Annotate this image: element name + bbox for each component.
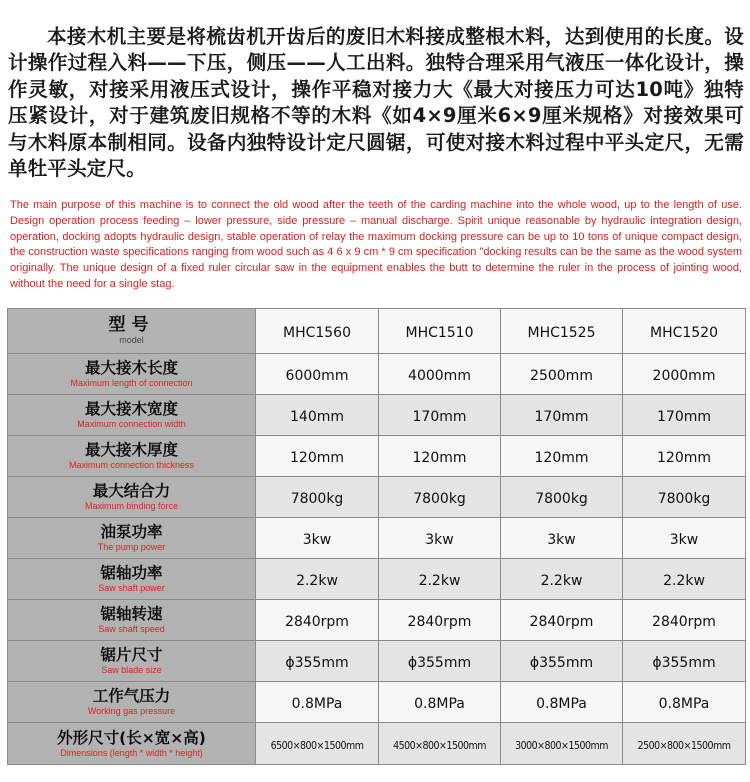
model-name-cell [379, 309, 501, 354]
spec-value: ϕ355mm [407, 654, 472, 671]
spec-label-cell [8, 395, 256, 436]
spec-label: 工作气压力 [92, 687, 171, 705]
spec-label-en: Maximum length of connection [70, 378, 193, 388]
spec-label-en: Maximum connection width [77, 419, 186, 429]
spec-value-cell [623, 436, 746, 477]
spec-label: 最大结合力 [92, 482, 171, 500]
spec-value-cell [256, 559, 379, 600]
spec-value: 120mm [290, 449, 344, 466]
spec-value: 2.2kw [540, 572, 583, 589]
spec-value-cell [256, 600, 379, 641]
table-row [8, 518, 746, 559]
spec-label: 油泵功率 [100, 523, 163, 541]
model-header-label-en: model [119, 335, 144, 345]
spec-value: 2.2kw [296, 572, 338, 589]
table-header-row [8, 309, 746, 354]
intro-chinese: 本接木机主要是将梳齿机开齿后的废旧木料接成整根木料，达到使用的长度。设计操作过程入料——下压，侧压——人工出料。独特合理采用气液压一体化设计，操作灵敏，对接采用液压式设计，操作平稳对接力大《最大对接压力可达10吨》独特压紧设计，对于建筑废旧规格不等的木料《如4×9厘米6×9厘米规格》对接效果可与木料原本制相同。设备内独特设计定尺圆锯，可使对接木料过程中平头定尺，无需单牡平头定尺。 [8, 24, 744, 180]
spec-value-cell [256, 518, 379, 559]
spec-label: 最大接木厚度 [84, 441, 178, 459]
model-name-cell [623, 309, 746, 354]
table-row [8, 682, 746, 723]
spec-value: 7800kg [535, 490, 588, 507]
spec-value: 2840rpm [407, 613, 472, 630]
spec-value: ϕ355mm [529, 654, 594, 671]
spec-value: 6000mm [285, 367, 349, 384]
spec-label-cell [8, 559, 256, 600]
spec-value: 170mm [412, 408, 467, 425]
spec-label-en: The pump power [97, 542, 166, 552]
spec-label-cell [8, 477, 256, 518]
spec-value-cell [501, 723, 623, 765]
spec-value-cell [256, 436, 379, 477]
table-row [8, 477, 746, 518]
spec-label: 锯片尺寸 [100, 646, 163, 664]
spec-value-cell [501, 518, 623, 559]
spec-value-cell [379, 641, 501, 682]
spec-value: 2000mm [652, 367, 716, 384]
spec-value: 2840rpm [529, 613, 594, 630]
spec-value-cell [379, 559, 501, 600]
spec-label-cell [8, 518, 256, 559]
spec-label-en: Saw shaft speed [98, 624, 165, 634]
model-name: MHC1510 [405, 324, 474, 341]
spec-value-cell [379, 723, 501, 765]
spec-value-cell [256, 641, 379, 682]
spec-value-cell [501, 600, 623, 641]
spec-label-cell [8, 682, 256, 723]
spec-value-cell [256, 682, 379, 723]
spec-value-cell [379, 436, 501, 477]
spec-value: 120mm [534, 449, 589, 466]
spec-value-cell [256, 723, 379, 765]
spec-value-cell [623, 641, 746, 682]
spec-label-cell [8, 600, 256, 641]
model-name-cell [256, 309, 379, 354]
spec-value: 3kw [302, 531, 332, 548]
spec-value: 7800kg [290, 490, 344, 507]
spec-value-cell [379, 354, 501, 395]
spec-value: 2.2kw [418, 572, 461, 589]
spec-value: 2840rpm [285, 613, 349, 630]
spec-value-cell [256, 354, 379, 395]
spec-value-cell [379, 600, 501, 641]
spec-value: 6500×800×1500mm [270, 740, 364, 752]
spec-value-cell [623, 682, 746, 723]
spec-label: 最大接木宽度 [84, 400, 178, 418]
spec-value-cell [379, 395, 501, 436]
spec-value: ϕ355mm [652, 654, 716, 671]
spec-value-cell [379, 477, 501, 518]
spec-value-cell [256, 395, 379, 436]
spec-label-en: Dimensions (length * width * height) [60, 747, 203, 758]
table-row [8, 600, 746, 641]
model-header-cell [8, 309, 256, 354]
model-header-label: 型号 [108, 315, 155, 335]
table-row [8, 436, 746, 477]
spec-value: 120mm [412, 449, 467, 466]
spec-value-cell [501, 436, 623, 477]
table-row [8, 559, 746, 600]
spec-value-cell [256, 477, 379, 518]
spec-label-en: Saw blade size [101, 665, 162, 675]
spec-label-en: Maximum binding force [84, 501, 179, 511]
spec-value: 0.8MPa [291, 695, 343, 712]
spec-value-cell [501, 682, 623, 723]
spec-value: 3kw [547, 531, 576, 548]
spec-value: 0.8MPa [536, 695, 587, 712]
spec-value: 0.8MPa [414, 695, 465, 712]
spec-value-cell [623, 354, 746, 395]
table-row [8, 723, 746, 765]
spec-value-cell [501, 395, 623, 436]
spec-value-cell [623, 477, 746, 518]
spec-label: 外形尺寸(长×宽×高) [57, 728, 206, 747]
spec-value-cell [501, 559, 623, 600]
spec-value: 7800kg [413, 490, 466, 507]
spec-value-cell [623, 723, 746, 765]
spec-value: 7800kg [657, 490, 711, 507]
spec-label-en: Saw shaft power [98, 583, 165, 593]
spec-value-cell [623, 518, 746, 559]
spec-value-cell [501, 354, 623, 395]
spec-value: 2.2kw [663, 572, 705, 589]
spec-value: 0.8MPa [658, 695, 710, 712]
spec-value-cell [623, 559, 746, 600]
table-row [8, 354, 746, 395]
spec-value: 170mm [657, 408, 711, 425]
spec-value-cell [501, 641, 623, 682]
model-name: MHC1520 [649, 324, 718, 341]
spec-value: ϕ355mm [285, 654, 349, 671]
spec-label-cell [8, 354, 256, 395]
spec-value: 120mm [657, 449, 711, 466]
spec-value: 140mm [290, 408, 344, 425]
spec-label: 锯轴功率 [100, 564, 163, 582]
spec-table [7, 308, 746, 765]
model-name: MHC1525 [527, 324, 596, 341]
spec-value: 2500×800×1500mm [637, 740, 731, 752]
spec-label-en: Maximum connection thickness [68, 460, 195, 470]
spec-value: 4500×800×1500mm [393, 740, 486, 752]
model-name-cell [501, 309, 623, 354]
spec-value: 2840rpm [652, 613, 716, 630]
spec-value: 4000mm [408, 367, 471, 384]
spec-value: 170mm [534, 408, 589, 425]
model-name: MHC1560 [282, 324, 351, 341]
spec-value: 3000×800×1500mm [515, 740, 608, 752]
spec-value: 3kw [669, 531, 699, 548]
spec-label-cell [8, 436, 256, 477]
spec-value: 3kw [425, 531, 454, 548]
spec-value-cell [501, 477, 623, 518]
spec-value: 2500mm [530, 367, 593, 384]
spec-label-cell [8, 723, 256, 765]
intro-english: The main purpose of this machine is to connect the old wood after the teeth of the carding machine into the whole wood, up to the length of use. Design operation process feeding – lower pressure, side pressure – manual discharge. Spirit unique reasonable by hydraulic integration design, operation, docking adopts hydraulic design, stable operation of relay the maximum docking pressure can be up to 10 tons of unique compact design, the construction waste specifications ranging from wood such as 4 6 x 9 cm * 9 cm specification "docking results can be the same as the wood system originally. The unique design of a fixed ruler circular saw in the equipment enables the butt to determine the ruler in the process of jointing wood, without the need for a single stag. [10, 199, 742, 290]
spec-label-en: Working gas pressure [87, 706, 176, 716]
table-row [8, 641, 746, 682]
spec-label: 最大接木长度 [84, 359, 178, 377]
spec-value-cell [623, 600, 746, 641]
spec-label-cell [8, 641, 256, 682]
table-row [8, 395, 746, 436]
spec-label: 锯轴转速 [100, 605, 163, 623]
spec-value-cell [379, 682, 501, 723]
spec-value-cell [623, 395, 746, 436]
spec-value-cell [379, 518, 501, 559]
